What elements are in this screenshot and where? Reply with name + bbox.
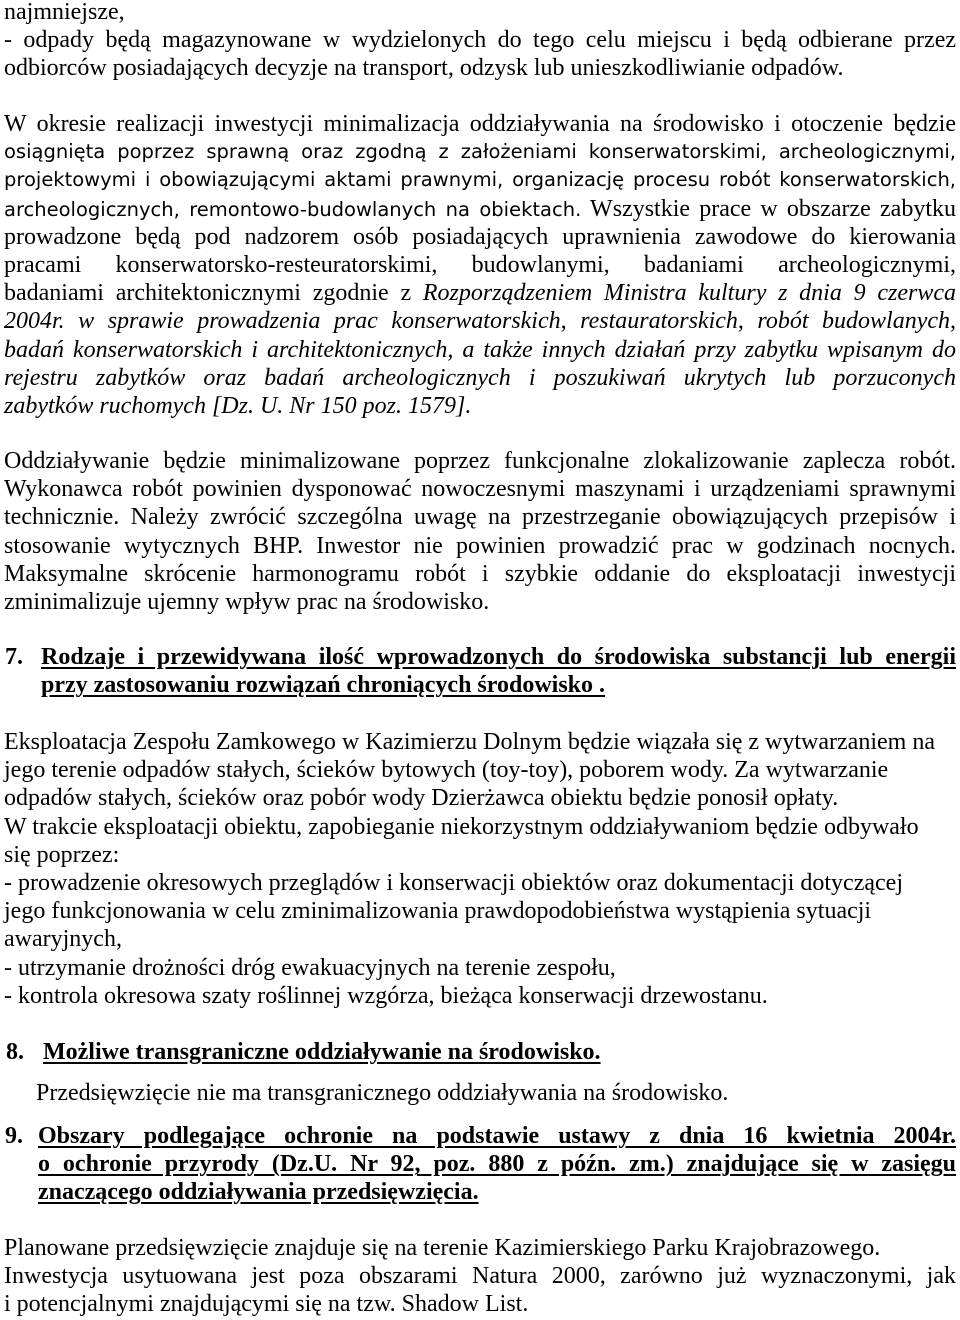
section-8-heading xyxy=(43,1038,956,1066)
paragraph-line: badań konserwatorskich i architektonicznych, a także innych działań przy zabytku wpisanym do xyxy=(4,336,956,363)
heading-line: Rodzaje i przewidywana ilość wprowadzonych do środowiska substancji lub energii xyxy=(41,644,956,670)
intro-line: - odpady będą magazynowane w wydzielonych do tego celu miejscu i będą odbierane przez xyxy=(4,27,956,54)
paragraph-line: Maksymalne skrócenie harmonogramu robót i szybkie oddanie do eksploatacji inwestycji xyxy=(4,560,956,587)
paragraph-line: rejestru zabytków oraz badań archeologicznych i poszukiwań ukrytych lub porzuconych xyxy=(4,364,956,391)
heading-line xyxy=(41,671,956,699)
heading-text: Możliwe transgraniczne oddziaływanie na środowisko. xyxy=(43,1039,601,1065)
paragraph-line: stosowanie wytycznych BHP. Inwestor nie powinien prowadzić prac w godzinach nocnych. xyxy=(4,532,956,559)
paragraph-line: 2004r. w sprawie prowadzenia prac konserwatorskich, restauratorskich, robót budowlanych, xyxy=(4,308,956,335)
paragraph-line: odpadów stałych, ścieków oraz pobór wody Dzierżawca obiektu będzie ponosił opłaty. xyxy=(4,785,839,812)
section-9-number: 9. xyxy=(5,1123,23,1149)
paragraph-line: W trakcie eksploatacji obiektu, zapobieganie niekorzystnym oddziaływaniom będzie odbywało xyxy=(4,813,919,840)
paragraph-segment: Wszystkie prace w obszarze zabytku xyxy=(590,195,956,222)
paragraph-line: W okresie realizacji inwestycji minimalizacja oddziaływania na środowisko i otoczenie będzie xyxy=(4,111,956,137)
paragraph-line: Oddziaływanie będzie minimalizowane poprzez funkcjonalne zlokalizowanie zaplecza robót. xyxy=(4,448,956,474)
heading-line: o ochronie przyrody (Dz.U. Nr 92, poz. 880 z późn. zm.) znajdujące się w zasięgu xyxy=(38,1151,956,1178)
paragraph-line: i potencjalnymi znajdującymi się na tzw. Shadow List. xyxy=(4,1291,529,1318)
heading-text: znaczącego oddziaływania przedsięwzięcia. xyxy=(38,1179,479,1206)
paragraph-line: zminimalizuje ujemny wpływ prac na środowisko. xyxy=(4,588,490,615)
paragraph-segment: badaniami architektonicznymi zgodnie z xyxy=(4,280,412,307)
heading-line: Obszary podlegające ochronie na podstawie ustawy z dnia 16 kwietnia 2004r. xyxy=(38,1123,956,1149)
paragraph-line: Inwestycja usytuowana jest poza obszarami Natura 2000, zarówno już wyznaczonymi, jak xyxy=(4,1263,956,1290)
paragraph-segment: archeologicznych, remontowo-budowlanych na obiektach. xyxy=(4,197,582,221)
mitigation-paragraph xyxy=(4,447,956,616)
paragraph-line: Eksploatacja Zespołu Zamkowego w Kazimierzu Dolnym będzie wiązała się z wytwarzaniem na xyxy=(4,729,935,755)
heading-line xyxy=(43,1038,956,1066)
section-8-text xyxy=(36,1079,956,1107)
list-item: - prowadzenie okresowych przeglądów i konserwacji obiektów oraz dokumentacji dotyczącej xyxy=(4,869,903,896)
operation-paragraph xyxy=(4,728,956,1010)
heading-line xyxy=(38,1178,956,1206)
paragraph-line: się poprzez: xyxy=(4,841,120,868)
paragraph-line: osiągnięta poprzez sprawną oraz zgodną z założeniami konserwatorskimi, archeologicznymi, xyxy=(4,140,956,164)
regulation-citation: Rozporządzeniem Ministra kultury z dnia 9 czerwca xyxy=(422,280,956,307)
paragraph-line xyxy=(4,195,956,223)
intro-block xyxy=(4,0,956,83)
paragraph-line: projektowymi i obowiązującymi aktami prawnymi, organizację procesu robót konserwatorskich, xyxy=(4,168,956,192)
section-9-heading xyxy=(38,1122,956,1207)
intro-line: najmniejsze, xyxy=(4,0,125,25)
paragraph-line xyxy=(4,279,956,307)
location-paragraph xyxy=(4,1234,956,1319)
realization-paragraph xyxy=(4,110,956,420)
section-8-number: 8. xyxy=(6,1039,24,1065)
section-7-number: 7. xyxy=(5,644,23,670)
paragraph-line: jego terenie odpadów stałych, ścieków bytowych (toy-toy), poborem wody. Za wytwarzanie xyxy=(4,757,889,784)
list-item: - kontrola okresowa szaty roślinnej wzgórza, bieżąca konserwacji drzewostanu. xyxy=(4,982,768,1009)
list-item: awaryjnych, xyxy=(4,926,122,953)
paragraph-line: pracami konserwatorsko-resteuratorskimi, budowlanymi, badaniami archeologicznymi, xyxy=(4,251,956,278)
heading-text: przy zastosowaniu rozwiązań chroniących środowisko . xyxy=(41,672,606,699)
section-7-heading xyxy=(41,643,956,699)
paragraph-line: Przedsięwzięcie nie ma transgranicznego oddziaływania na środowisko. xyxy=(36,1080,729,1106)
paragraph-line: prowadzone będą pod nadzorem osób posiadających uprawnienia zawodowe do kierowania xyxy=(4,223,956,250)
paragraph-line: technicznie. Należy zwrócić szczególna uwagę na przestrzeganie obowiązujących przepisów i xyxy=(4,504,956,531)
paragraph-line: zabytków ruchomych [Dz. U. Nr 150 poz. 1579]. xyxy=(4,392,472,419)
list-item: - utrzymanie drożności dróg ewakuacyjnych na terenie zespołu, xyxy=(4,954,616,981)
list-item: jego funkcjonowania w celu zminimalizowania prawdopodobieństwa wystąpienia sytuacji xyxy=(4,898,872,925)
paragraph-line: Wykonawca robót powinien dysponować nowoczesnymi maszynami i urządzeniami sprawnymi xyxy=(4,476,956,503)
intro-line: odbiorców posiadających decyzje na transport, odzysk lub unieszkodliwianie odpadów. xyxy=(4,55,844,82)
paragraph-line: Planowane przedsięwzięcie znajduje się na terenie Kazimierskiego Parku Krajobrazowego. xyxy=(4,1235,881,1261)
